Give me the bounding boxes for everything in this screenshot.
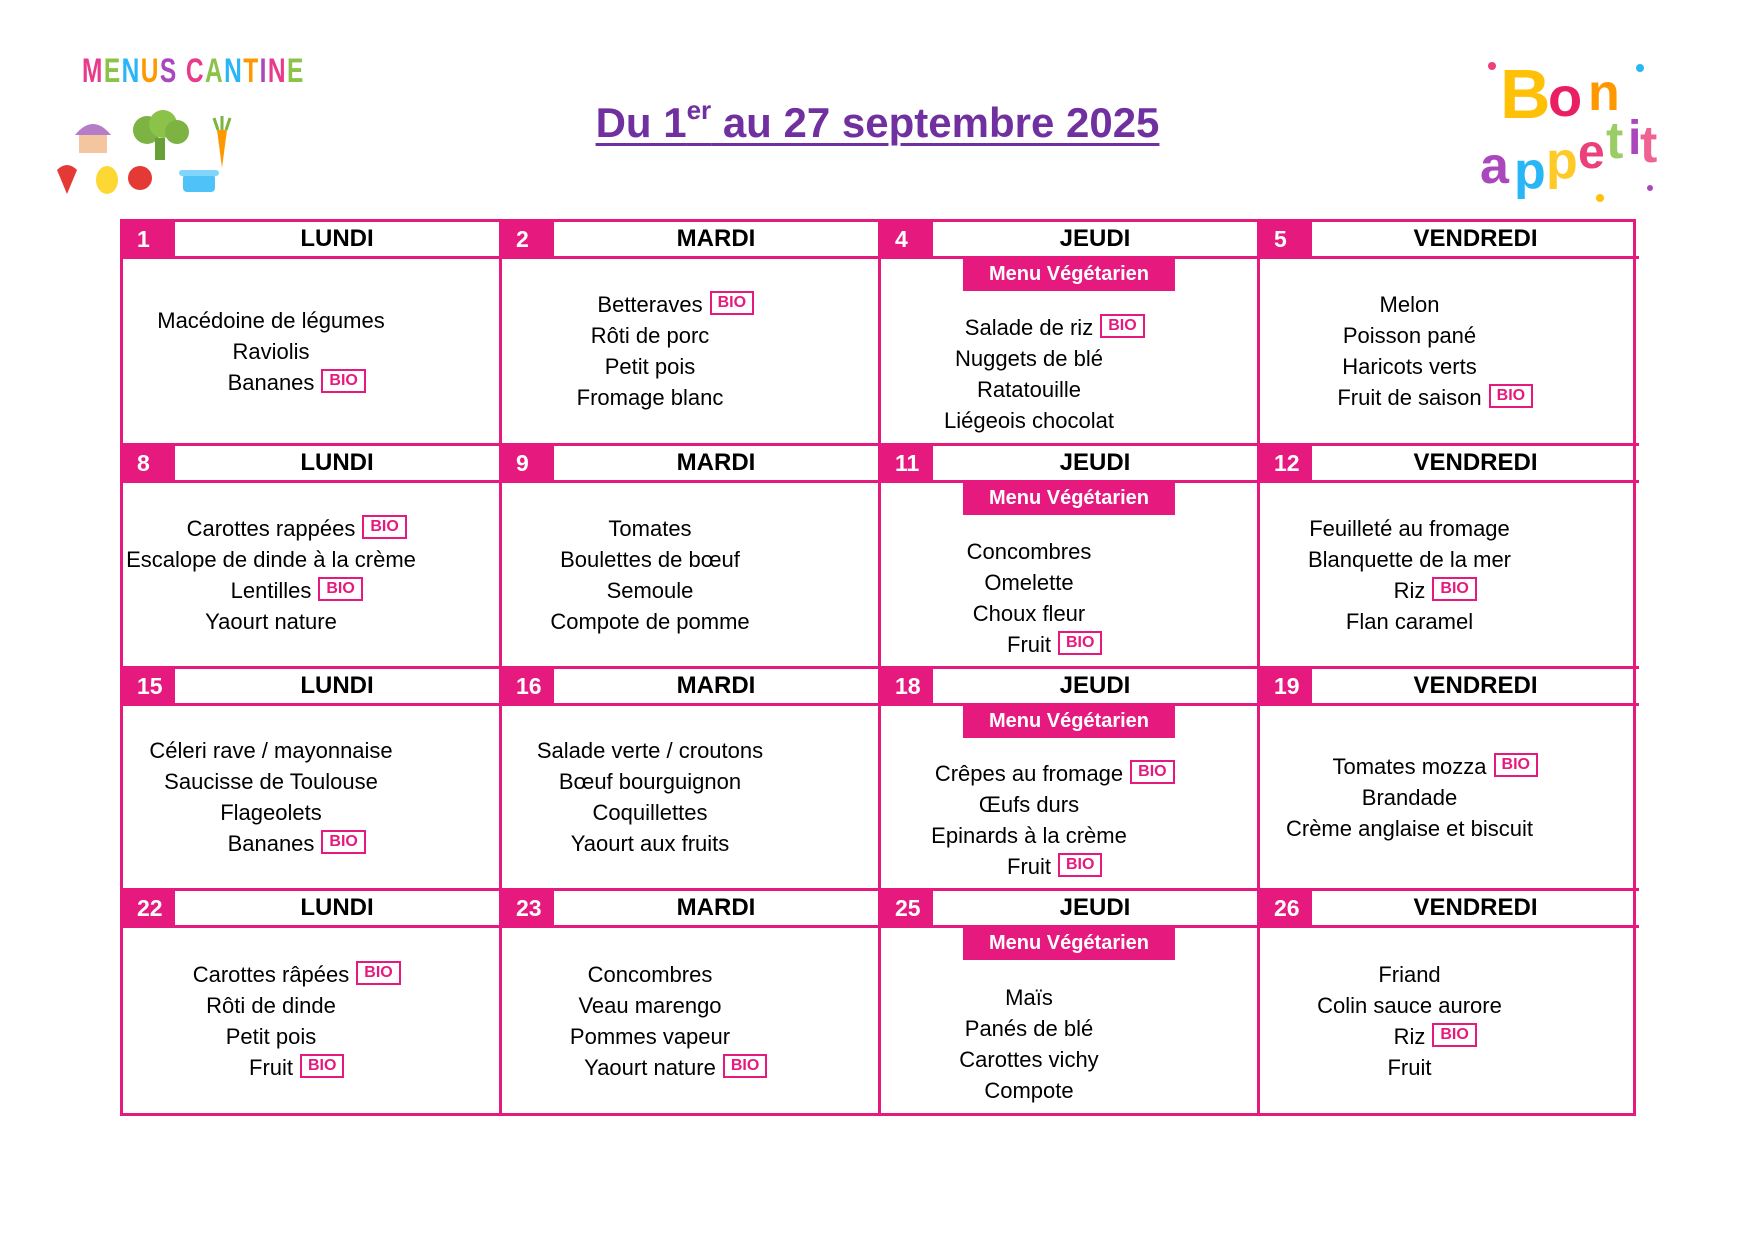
- bio-badge: BIO: [356, 961, 400, 985]
- day-number: 1: [123, 222, 175, 256]
- day-cell: [123, 222, 502, 446]
- day-cell: [502, 669, 881, 891]
- svg-text:p: p: [1514, 142, 1546, 200]
- day-number: 22: [123, 891, 175, 925]
- menu-item-text: Yaourt nature: [205, 608, 337, 634]
- menu-body: [502, 928, 878, 1113]
- day-name: JEUDI: [1059, 894, 1131, 921]
- day-header: [123, 222, 499, 259]
- menu-item-text: Concombres: [587, 961, 713, 987]
- svg-text:p: p: [1546, 132, 1578, 190]
- brand-logo-text: MENUS CANTINE: [82, 52, 305, 90]
- menu-item-text: Carottes râpées: [192, 961, 350, 987]
- menu-item: [1343, 320, 1476, 351]
- menu-item: [955, 343, 1103, 374]
- menu-item: [571, 828, 730, 859]
- menu-item-text: Boulettes de bœuf: [560, 546, 740, 572]
- menu-item-text: Riz: [1393, 1023, 1426, 1049]
- menu-item: [984, 567, 1073, 598]
- bio-badge: BIO: [321, 830, 365, 854]
- menu-item: [608, 513, 691, 544]
- menu-item-text: Fruit de saison: [1337, 385, 1482, 410]
- page-title: Du 1er au 27 septembre 2025: [595, 95, 1160, 146]
- day-cell: [502, 891, 881, 1113]
- menu-item-text: Concombres: [966, 538, 1092, 564]
- menu-body: [502, 483, 878, 666]
- day-cell: [881, 669, 1260, 891]
- menu-item-text: Epinards à la crème: [931, 823, 1127, 848]
- bio-badge: BIO: [300, 1054, 344, 1078]
- menu-item: [607, 575, 694, 606]
- day-name: JEUDI: [1059, 672, 1131, 699]
- menu-item-text: Salade de riz: [964, 315, 1094, 340]
- day-number: 15: [123, 669, 175, 703]
- day-header: [1260, 669, 1639, 706]
- menu-items: [966, 536, 1095, 660]
- vegetarian-menu-badge: Menu Végétarien: [963, 928, 1175, 960]
- menu-item: [232, 336, 309, 367]
- menu-item-text: Petit pois: [225, 1023, 317, 1049]
- menu-item-text: Lentilles: [230, 577, 312, 603]
- bio-badge: BIO: [1432, 1023, 1476, 1047]
- day-cell: [1260, 222, 1639, 446]
- menu-item-text: Yaourt aux fruits: [570, 831, 730, 856]
- menu-item-text: Poisson pané: [1342, 323, 1477, 348]
- bio-badge: BIO: [321, 369, 365, 393]
- day-cell: [502, 222, 881, 446]
- menu-item: [206, 990, 336, 1021]
- day-header: [881, 669, 1257, 706]
- day-name: LUNDI: [300, 672, 374, 699]
- day-cell: [881, 891, 1260, 1113]
- day-number: 12: [1260, 446, 1312, 480]
- menu-item: [959, 1044, 1098, 1075]
- menu-item-text: Carottes vichy: [959, 1046, 1099, 1072]
- menu-item-text: Colin sauce aurore: [1317, 992, 1502, 1018]
- day-number: 16: [502, 669, 554, 703]
- menu-body: [502, 706, 878, 888]
- menu-item-text: Bananes: [227, 831, 315, 856]
- menu-item: [1380, 289, 1440, 320]
- menu-item-text: Escalope de dinde à la crème: [126, 546, 416, 572]
- menu-item: [977, 374, 1081, 405]
- menu-items: [157, 305, 384, 398]
- menu-item: [164, 766, 378, 797]
- menu-items: [537, 735, 763, 859]
- menu-item-text: Fruit: [1387, 1054, 1432, 1080]
- menu-item: [560, 544, 740, 575]
- bio-badge: BIO: [362, 515, 406, 539]
- menu-items: [943, 312, 1137, 436]
- menu-item-text: Rôti de dinde: [206, 992, 336, 1018]
- day-header: [1260, 446, 1639, 483]
- menu-item-text: Compote: [984, 1077, 1074, 1103]
- menu-item: [1317, 990, 1502, 1021]
- day-cell: [502, 446, 881, 669]
- menu-item: [931, 820, 1127, 851]
- menu-item-text: Œufs durs: [978, 792, 1080, 817]
- day-header: [881, 446, 1257, 483]
- menu-body: [881, 928, 1257, 1113]
- menu-item: [226, 1021, 317, 1052]
- menu-item: [126, 544, 416, 575]
- menu-items: [149, 735, 392, 859]
- menu-item-text: Brandade: [1361, 784, 1458, 810]
- day-name: MARDI: [676, 672, 756, 699]
- menu-item: [186, 513, 399, 544]
- bio-badge: BIO: [318, 577, 362, 601]
- menu-item-text: Melon: [1379, 292, 1440, 317]
- menu-body: [123, 259, 499, 443]
- menu-items: [126, 513, 416, 637]
- menu-body: [502, 259, 878, 443]
- bio-badge: BIO: [1058, 631, 1102, 655]
- day-cell: [881, 446, 1260, 669]
- menu-item: [967, 536, 1092, 567]
- menu-item-text: Crêpes au fromage: [934, 761, 1124, 786]
- menu-item-text: Maïs: [1005, 984, 1053, 1010]
- menu-item-text: Ratatouille: [977, 377, 1081, 402]
- bio-badge: BIO: [710, 291, 754, 315]
- menu-items: [959, 982, 1098, 1106]
- menu-item-text: Semoule: [606, 577, 694, 603]
- menu-item-text: Crème anglaise et biscuit: [1285, 815, 1533, 841]
- menu-item: [1342, 351, 1476, 382]
- day-cell: [1260, 446, 1639, 669]
- day-cell: [1260, 891, 1639, 1113]
- menu-items: [569, 959, 760, 1083]
- menu-item-text: Fruit: [1007, 854, 1051, 879]
- menu-item-text: Liégeois chocolat: [943, 408, 1114, 433]
- menu-item: [1308, 544, 1511, 575]
- day-name: LUNDI: [300, 894, 374, 921]
- menu-item-text: Fruit: [249, 1054, 293, 1080]
- menu-item: [537, 735, 763, 766]
- bio-badge: BIO: [723, 1054, 767, 1078]
- menu-item-text: Saucisse de Toulouse: [164, 769, 378, 794]
- bio-badge: BIO: [1130, 760, 1174, 784]
- menu-item: [1362, 782, 1457, 813]
- day-name: VENDREDI: [1413, 894, 1538, 921]
- bio-badge: BIO: [1489, 384, 1533, 408]
- menu-item: [584, 1052, 760, 1083]
- menu-item: [1309, 513, 1510, 544]
- menu-item-text: Veau marengo: [578, 992, 722, 1018]
- menu-items: [1286, 751, 1533, 844]
- menu-item-text: Céleri rave / mayonnaise: [149, 738, 393, 763]
- menu-items: [550, 513, 749, 637]
- menu-item-text: Betteraves: [597, 292, 703, 317]
- day-name: JEUDI: [1059, 449, 1131, 476]
- svg-text:e: e: [1578, 126, 1605, 179]
- day-header: [123, 446, 499, 483]
- svg-text:n: n: [1588, 64, 1620, 122]
- menu-item-text: Tomates mozza: [1332, 753, 1487, 779]
- day-number: 9: [502, 446, 554, 480]
- bon-appetit-logo: [1480, 38, 1665, 208]
- menu-item: [984, 1075, 1073, 1106]
- day-number: 23: [502, 891, 554, 925]
- menu-item: [205, 606, 337, 637]
- day-name: VENDREDI: [1413, 225, 1538, 252]
- svg-text:a: a: [1480, 137, 1509, 195]
- menu-item: [1007, 851, 1095, 882]
- menu-items: [1337, 289, 1526, 413]
- day-name: MARDI: [676, 449, 756, 476]
- bio-badge: BIO: [1494, 753, 1538, 777]
- menu-item: [1337, 382, 1526, 413]
- menu-item-text: Fruit: [1007, 631, 1051, 657]
- menu-item-text: Feuilleté au fromage: [1309, 515, 1510, 541]
- menu-body: [123, 928, 499, 1113]
- menu-item: [227, 828, 358, 859]
- menu-item: [591, 320, 710, 351]
- menu-items: [931, 758, 1167, 882]
- menu-item: [577, 382, 724, 413]
- day-number: 4: [881, 222, 933, 256]
- menu-item: [550, 606, 749, 637]
- menu-item: [570, 1021, 730, 1052]
- day-cell: [123, 446, 502, 669]
- menu-body: [123, 483, 499, 666]
- menu-item: [1286, 813, 1533, 844]
- menu-body: [881, 483, 1257, 666]
- menu-item-text: Salade verte / croutons: [536, 738, 764, 763]
- menu-item: [1005, 982, 1053, 1013]
- day-header: [502, 891, 878, 928]
- menu-item: [1393, 575, 1469, 606]
- day-cell: [881, 222, 1260, 446]
- day-cell: [1260, 669, 1639, 891]
- vegetarian-menu-badge: Menu Végétarien: [963, 483, 1175, 515]
- menu-body: [1260, 706, 1639, 888]
- menu-item: [192, 959, 393, 990]
- day-number: 11: [881, 446, 933, 480]
- day-header: [502, 446, 878, 483]
- menu-item-text: Friand: [1378, 961, 1441, 987]
- menu-item: [965, 1013, 1093, 1044]
- bio-badge: BIO: [1432, 577, 1476, 601]
- day-header: [502, 222, 878, 259]
- menu-item: [578, 990, 721, 1021]
- day-header: [123, 669, 499, 706]
- vegetarian-menu-badge: Menu Végétarien: [963, 259, 1175, 291]
- menu-items: [192, 959, 393, 1083]
- menu-body: [881, 706, 1257, 888]
- menu-items: [1308, 513, 1511, 637]
- menu-item: [934, 758, 1167, 789]
- menu-item: [559, 766, 741, 797]
- menu-item: [979, 789, 1079, 820]
- day-number: 26: [1260, 891, 1312, 925]
- menu-item: [149, 735, 392, 766]
- menu-item: [588, 959, 713, 990]
- menu-item: [1378, 959, 1440, 990]
- day-header: [1260, 891, 1639, 928]
- menu-item-text: Compote de pomme: [550, 608, 750, 634]
- menu-item-text: Omelette: [984, 569, 1074, 595]
- menu-item-text: Raviolis: [232, 338, 310, 364]
- day-number: 5: [1260, 222, 1312, 256]
- menu-item: [605, 351, 696, 382]
- bio-badge: BIO: [1058, 853, 1102, 877]
- menu-body: [1260, 483, 1639, 666]
- day-name: JEUDI: [1059, 225, 1131, 252]
- menu-body: [881, 259, 1257, 443]
- menu-item-text: Carottes rappées: [186, 515, 356, 541]
- menu-item: [1007, 629, 1095, 660]
- menu-item-text: Riz: [1393, 577, 1426, 603]
- menu-body: [1260, 259, 1639, 443]
- day-number: 8: [123, 446, 175, 480]
- day-number: 25: [881, 891, 933, 925]
- svg-text:o: o: [1548, 65, 1583, 128]
- menu-item: [230, 575, 355, 606]
- menu-item-text: Flan caramel: [1345, 608, 1474, 634]
- bio-badge: BIO: [1100, 314, 1144, 338]
- svg-text:t: t: [1640, 116, 1658, 174]
- menu-item-text: Macédoine de légumes: [157, 307, 385, 333]
- day-name: MARDI: [676, 225, 756, 252]
- day-header: [1260, 222, 1639, 259]
- day-name: VENDREDI: [1413, 449, 1538, 476]
- menu-item: [973, 598, 1086, 629]
- day-cell: [123, 891, 502, 1113]
- menu-body: [123, 706, 499, 888]
- menu-item: [944, 405, 1114, 436]
- menu-item: [227, 367, 358, 398]
- day-header: [881, 891, 1257, 928]
- menu-item: [220, 797, 322, 828]
- menu-item-text: Fromage blanc: [576, 385, 724, 410]
- day-cell: [123, 669, 502, 891]
- menu-item-text: Blanquette de la mer: [1307, 546, 1512, 572]
- day-name: LUNDI: [300, 449, 374, 476]
- menu-item-text: Pommes vapeur: [569, 1023, 731, 1049]
- menu-item: [1393, 1021, 1469, 1052]
- menu-item: [964, 312, 1137, 343]
- menu-item-text: Petit pois: [604, 354, 696, 379]
- menu-item-text: Coquillettes: [592, 800, 708, 825]
- menu-item: [593, 797, 708, 828]
- day-number: 18: [881, 669, 933, 703]
- day-header: [123, 891, 499, 928]
- menu-item-text: Panés de blé: [964, 1015, 1094, 1041]
- menu-item-text: Rôti de porc: [590, 323, 710, 348]
- day-name: LUNDI: [300, 225, 374, 252]
- menu-item-text: Yaourt nature: [584, 1054, 716, 1080]
- svg-text:B: B: [1500, 55, 1551, 133]
- menu-item-text: Bœuf bourguignon: [558, 769, 742, 794]
- menu-item-text: Nuggets de blé: [954, 346, 1103, 371]
- menu-item: [249, 1052, 337, 1083]
- menu-item-text: Haricots verts: [1342, 354, 1477, 379]
- menu-item: [1346, 606, 1473, 637]
- menu-item: [1387, 1052, 1431, 1083]
- day-name: MARDI: [676, 894, 756, 921]
- day-number: 2: [502, 222, 554, 256]
- menu-item-text: Flageolets: [220, 800, 322, 825]
- svg-text:t: t: [1606, 112, 1624, 170]
- menu-item-text: Tomates: [608, 515, 692, 541]
- menu-item: [1332, 751, 1530, 782]
- vegetarian-menu-badge: Menu Végétarien: [963, 706, 1175, 738]
- svg-text:i: i: [1628, 112, 1642, 165]
- menu-item-text: Bananes: [227, 369, 315, 395]
- menu-calendar: [120, 219, 1636, 1116]
- day-name: VENDREDI: [1413, 672, 1538, 699]
- menu-body: [1260, 928, 1639, 1113]
- menu-items: [576, 289, 747, 413]
- menu-items: [1317, 959, 1502, 1083]
- menu-item-text: Choux fleur: [972, 600, 1086, 626]
- day-header: [502, 669, 878, 706]
- menu-item: [597, 289, 747, 320]
- menu-item: [157, 305, 384, 336]
- day-header: [881, 222, 1257, 259]
- day-number: 19: [1260, 669, 1312, 703]
